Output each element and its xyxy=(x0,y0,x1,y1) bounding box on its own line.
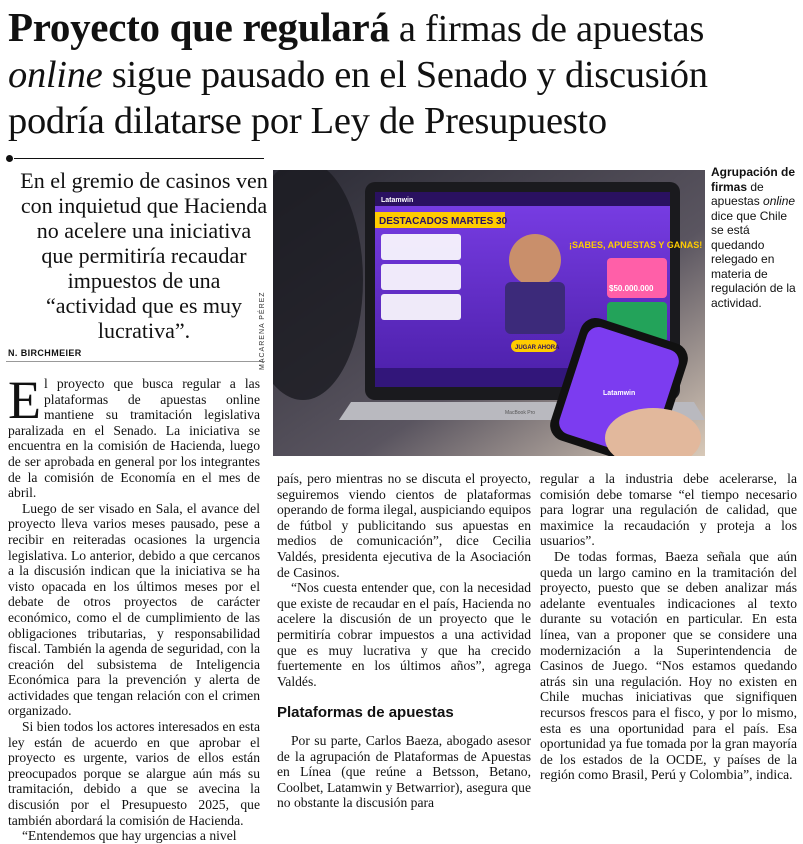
cta-text: JUGAR AHORA xyxy=(515,345,560,351)
paragraph: Si bien todos los actores interesados en esta ley están de acuerdo en que aprobar el proyecto es urgente, varios de ellos están preocupados porque se alargue aún más su tramitación, debido a que se avecina la discusión por el Presupuesto 2025, que también abordará la comisión de Hacienda. xyxy=(8,719,260,828)
paragraph: país, pero mientras no se discuta el proyecto, seguiremos viendo cientos de plataformas operando de forma ilegal, auspiciando equipos de fútbol y publicitando sus apuestas en medios de comunicación”, dice Cecilia Valdés, presidenta ejecutiva de la Asociación de Casinos. xyxy=(277,471,531,580)
photo-illustration xyxy=(273,170,705,456)
promo-person xyxy=(509,234,561,286)
caption-italic: online xyxy=(763,194,796,208)
laptop-brand: MacBook Pro xyxy=(505,410,536,416)
column-3 xyxy=(540,471,797,783)
paragraph: regular a la industria debe acelerarse, la comisión debe tomarse “el tiempo necesario para lograr una regulación de calidad, que maximice la recaudación y proteja a los usuarios”. xyxy=(540,471,797,549)
match-card-3 xyxy=(381,294,461,320)
subheading: Plataformas de apuestas xyxy=(277,704,454,722)
drop-cap: E xyxy=(8,370,41,430)
rule-line xyxy=(14,158,264,159)
headline-part3: sigue pausado en el Senado y discusión podría dilatarse por Ley de Presupuesto xyxy=(8,54,708,142)
column-1 xyxy=(8,370,260,844)
caption-bold: Agrupación de firmas xyxy=(711,165,796,194)
article-photo xyxy=(273,170,705,456)
site-navbar xyxy=(375,192,670,206)
paragraph-text: l proyecto que busca regular a las plataformas de apuestas online mantiene su tramitación legislativa paralizada en el Senado. La iniciativa se encuentra en la comisión de Hacienda, luego de ser aprobada en general por los integrantes de la comisión de Economía en el mes de abril. xyxy=(8,376,260,501)
promo-shirt xyxy=(505,282,565,334)
promo-text: ¡SABES, APUESTAS Y GANAS! xyxy=(569,240,703,250)
caption-t1: de apuestas xyxy=(711,179,764,208)
site-banner-text: DESTACADOS MARTES 30 xyxy=(379,216,508,227)
paragraph xyxy=(8,370,260,501)
headline-bold: Proyecto que regulará xyxy=(8,4,390,50)
headline-part2: a firmas de apuestas xyxy=(389,8,705,50)
photo-credit: MACARENA PÉREZ xyxy=(259,291,266,370)
site-logo: Latamwin xyxy=(381,197,414,204)
column-2 xyxy=(277,471,531,811)
paragraph: “Nos cuesta entender que, con la necesidad que existe de recaudar en el país, Hacienda no acelere la discusión de un proyecto que le permitiría cobrar impuestos a una actividad que es muy lucrativa y que ha crecido fuertemente en los últimos años”, agrega Valdés. xyxy=(277,580,531,689)
match-card-1 xyxy=(381,234,461,260)
paragraph: “Entendemos que hay urgencias a nivel xyxy=(22,828,237,844)
match-card-2 xyxy=(381,264,461,290)
byline-rule xyxy=(6,361,265,362)
photo-caption xyxy=(711,165,801,310)
headline-italic: online xyxy=(8,54,103,96)
paragraph: Por su parte, Carlos Baeza, abogado asesor de la agrupación de Plataformas de Apuestas en Línea (que reúne a Betsson, Betano, Coolbet, Latamwin y Betwarrior), asegura que no obstante la discusión para xyxy=(277,732,531,811)
promo-amount: $50.000.000 xyxy=(609,284,654,293)
paragraph: Luego de ser visado en Sala, el avance del proyecto lleva varios meses pausado, pese a recibir en reiteradas ocasiones la urgencia legislativa. Lo anterior, debido a que cercanos a la discusión indican que la iniciativa se ha visto opacada en los últimos meses por el debate de otros proyectos de carácter económico, como el de cumplimiento de las obligaciones tributarias, y responsabilidad fiscal. También la agenda de seguridad, con la creación del subsistema de Inteligencia Económica para la prevención y alerta de actividades que tengan relación con el crimen organizado. xyxy=(8,500,260,719)
caption-t2: dice que Chile se está quedando relegado en materia de regulación de la actividad. xyxy=(711,208,796,310)
headline xyxy=(8,4,798,144)
rule-dot xyxy=(6,155,13,162)
byline: N. BIRCHMEIER xyxy=(8,348,82,358)
phone-label: Latamwin xyxy=(603,390,636,397)
paragraph: De todas formas, Baeza señala que aún queda un largo camino en la tramitación del proyecto, puesto que se deben analizar más adelante eventuales indicaciones al texto durante su votación en particular. En esta línea, van a proponer que se considere una modernización a la Superintendencia de Casinos de Juego. “Nos estamos quedando atrás sin una regulación. Hoy no existen en Chile muchas iniciativas que signifiquen recursos frescos para el fisco, y por lo mismo, esta es una oportunidad para el país. Esa oportunidad ya fue tomada por la gran mayoría de los estados de la OCDE, y países de la región como Brasil, Perú y Colombia”, indica. xyxy=(540,548,797,783)
deck: En el gremio de casinos ven con inquietud que Hacienda no acelere una iniciativa que permitiría recaudar impuestos de una “actividad que es muy lucrativa”. xyxy=(20,168,268,343)
